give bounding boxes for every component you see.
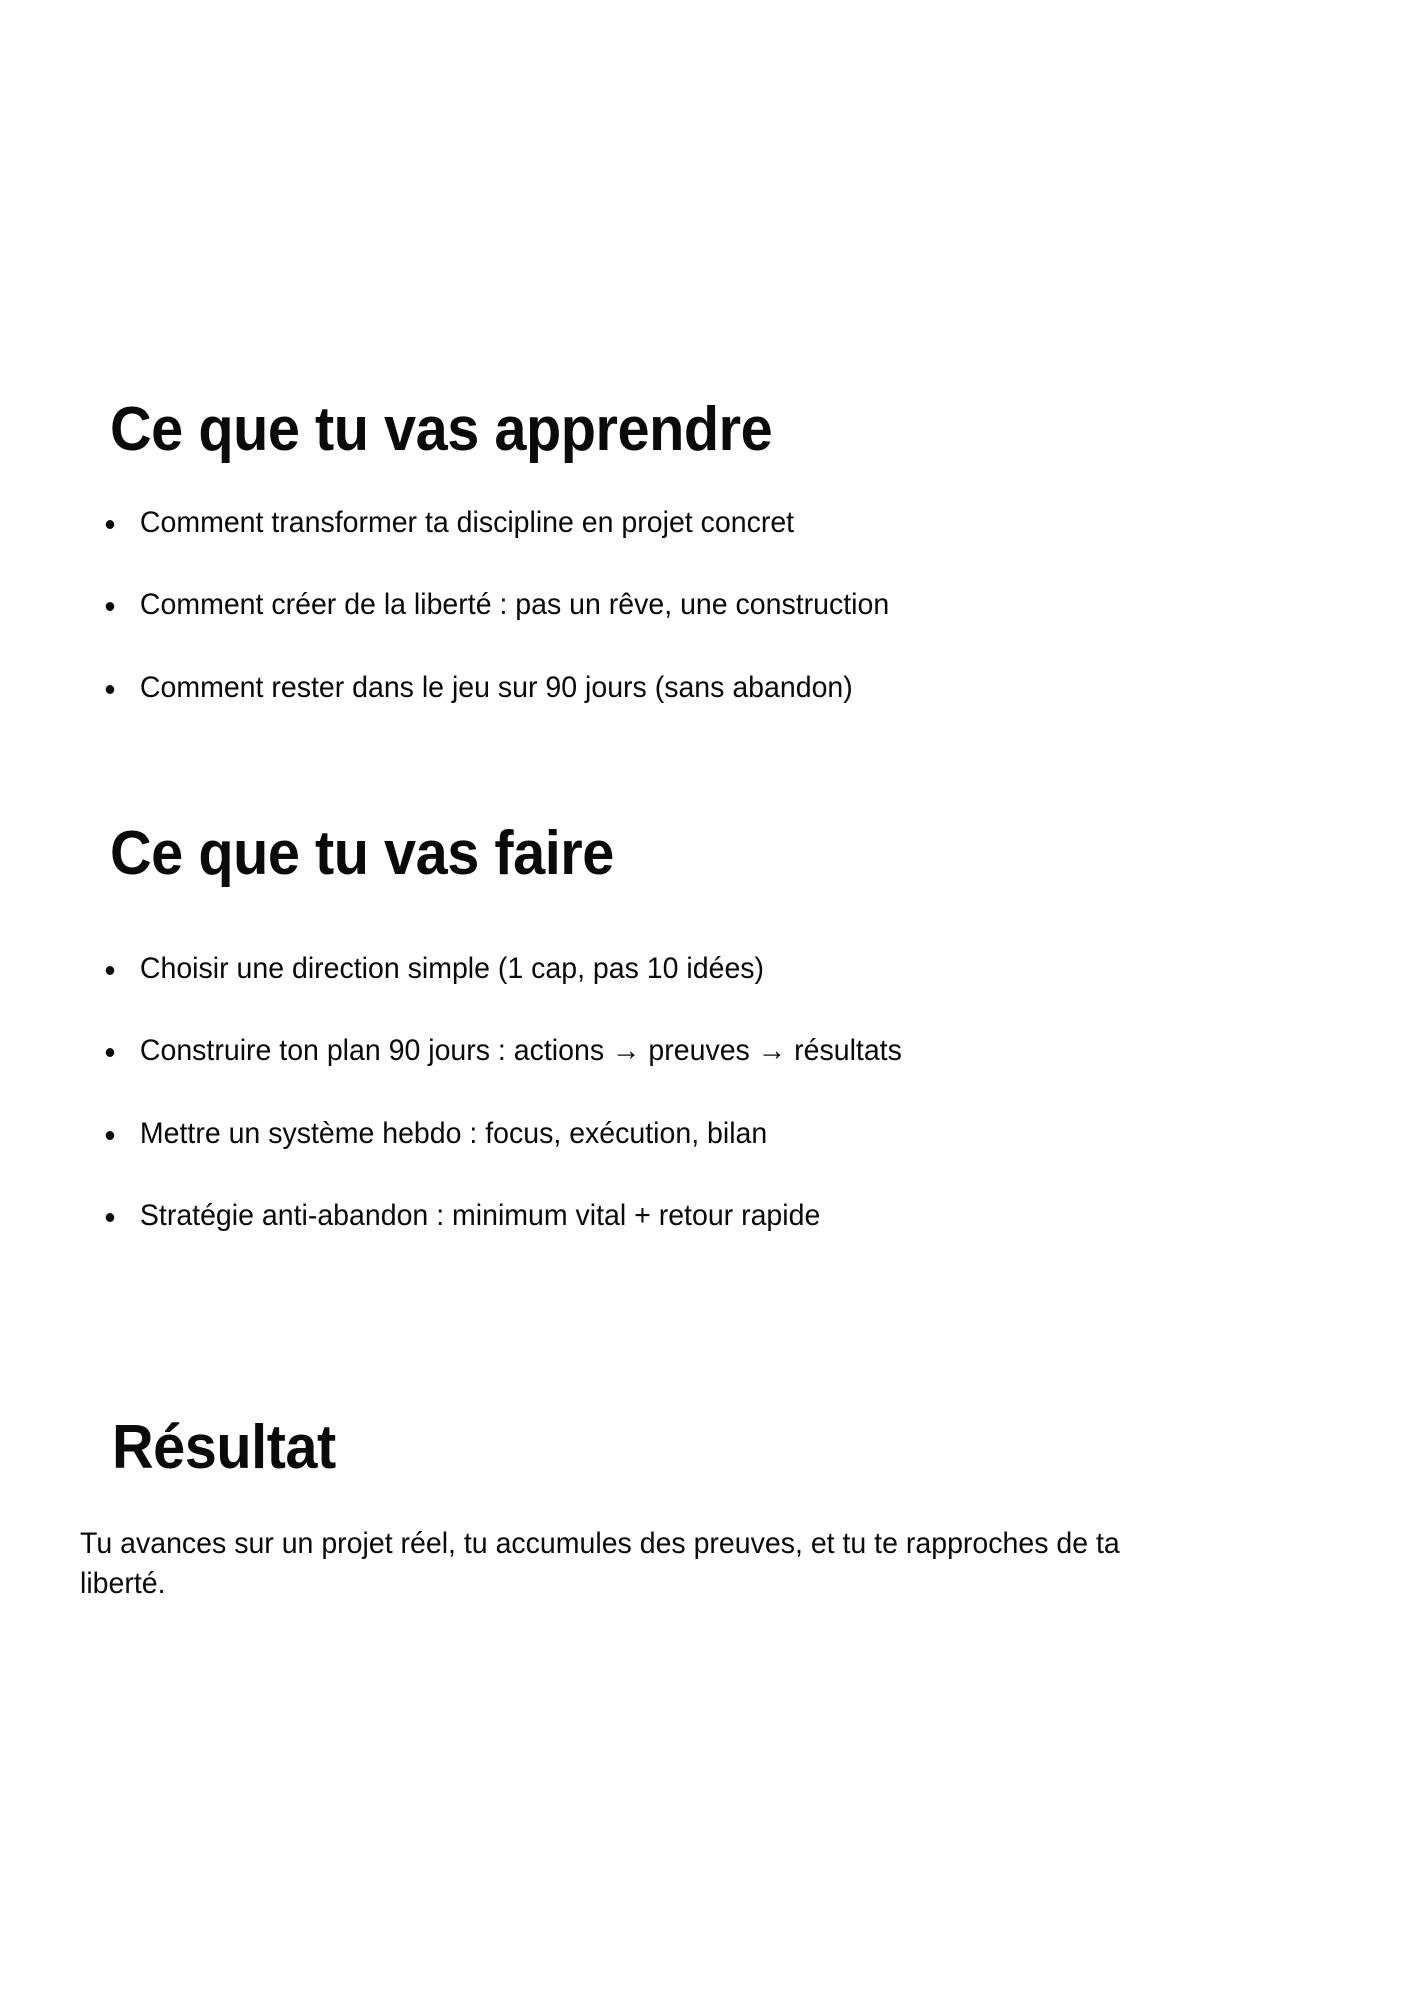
list-item: Comment transformer ta discipline en projet concret bbox=[100, 504, 1221, 542]
list-item: Stratégie anti-abandon : minimum vital + retour rapide bbox=[100, 1197, 1221, 1235]
do-bullet-list bbox=[100, 950, 1280, 1236]
heading-ce-que-tu-vas-faire: Ce que tu vas faire bbox=[110, 819, 614, 888]
list-item: Choisir une direction simple (1 cap, pas 10 idées) bbox=[100, 950, 1221, 988]
list-item: Construire ton plan 90 jours : actions → preuves → résultats bbox=[100, 1032, 1221, 1070]
learn-bullet-list bbox=[100, 504, 1280, 707]
list-item: Comment rester dans le jeu sur 90 jours (sans abandon) bbox=[100, 669, 1221, 707]
heading-resultat: Résultat bbox=[112, 1413, 336, 1482]
result-paragraph: Tu avances sur un projet réel, tu accumules des preuves, et tu te rapproches de ta liberté. bbox=[80, 1527, 1120, 1601]
heading-ce-que-tu-vas-apprendre: Ce que tu vas apprendre bbox=[110, 395, 773, 464]
list-item: Mettre un système hebdo : focus, exécution, bilan bbox=[100, 1115, 1221, 1153]
list-item: Comment créer de la liberté : pas un rêve, une construction bbox=[100, 586, 1221, 624]
